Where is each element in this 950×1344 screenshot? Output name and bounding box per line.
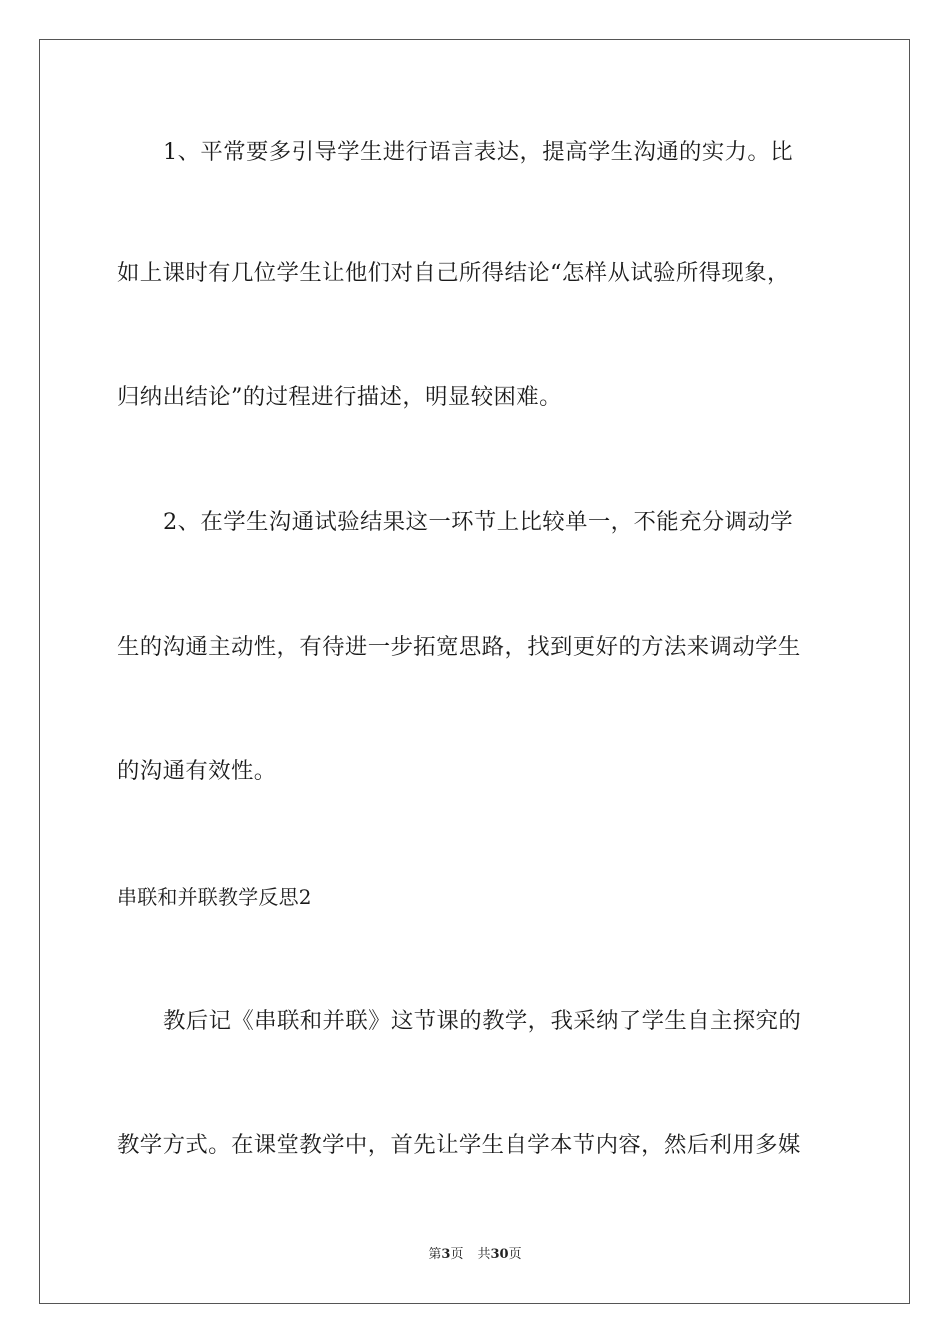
paragraph-3-line-2: 教学方式。在课堂教学中，首先让学生自学本节内容，然后利用多媒: [117, 1132, 801, 1158]
total-pages: 30: [490, 1247, 509, 1262]
paragraph-2-line-3: 的沟通有效性。: [117, 758, 277, 784]
paragraph-1-line-1: 1、平常要多引导学生进行语言表达，提高学生沟通的实力。比: [163, 139, 793, 165]
total-suffix: 页: [508, 1247, 522, 1262]
paragraph-1-line-3: 归纳出结论”的过程进行描述，明显较困难。: [117, 384, 562, 410]
page-footer: [0, 1246, 950, 1264]
paragraph-1-line-2: 如上课时有几位学生让他们对自己所得结论“怎样从试验所得现象，: [117, 260, 790, 286]
paragraph-2-line-2: 生的沟通主动性，有待进一步拓宽思路，找到更好的方法来调动学生: [117, 634, 801, 660]
section-heading: 串联和并联教学反思2: [117, 885, 312, 909]
paragraph-2-line-1: 2、在学生沟通试验结果这一环节上比较单一，不能充分调动学: [163, 509, 793, 535]
page-suffix: 页: [450, 1247, 464, 1262]
page-frame: [39, 39, 910, 1304]
page-number: 3: [441, 1247, 451, 1262]
paragraph-3-line-1: 教后记《串联和并联》这节课的教学，我采纳了学生自主探究的: [163, 1008, 802, 1034]
total-prefix: 共: [477, 1247, 491, 1262]
page-prefix: 第: [428, 1247, 442, 1262]
